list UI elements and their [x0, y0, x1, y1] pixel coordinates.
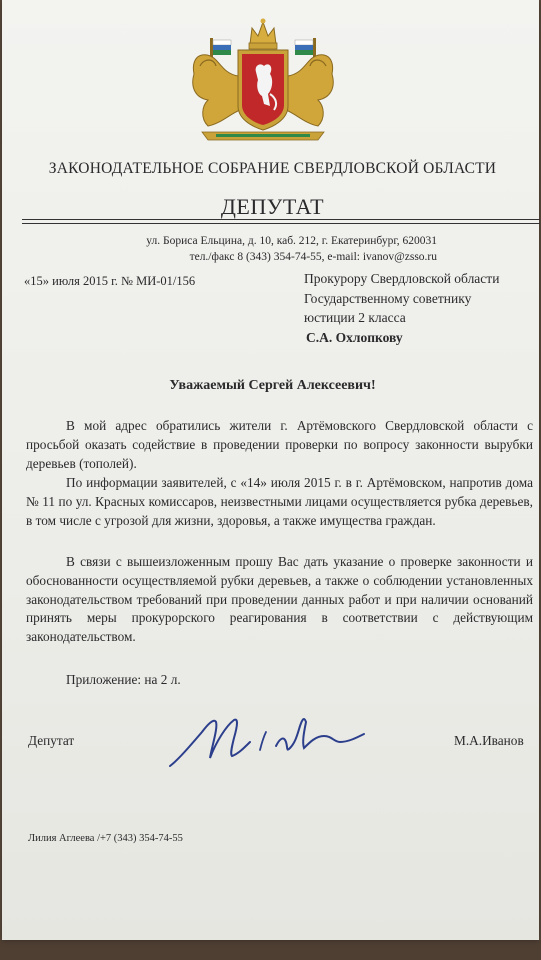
reference-number: «15» июля 2015 г. № МИ-01/156	[24, 274, 196, 288]
body-paragraph-3: В связи с вышеизложенным прошу Вас дать указание о проверке законности и обоснованности осуществляемой рубки деревьев, а также о соблюдении установленных законодательством требований при проведении данных работ и при наличии оснований принять меры прокурорского реагирования в соответствии с действующим законодательством.	[26, 554, 533, 645]
letterhead-address-block	[122, 233, 437, 265]
recipient-line-2: Государственному советнику	[304, 290, 472, 306]
letterhead-contacts: тел./факс 8 (343) 354-74-55, e-mail: ivanov@zsso.ru	[189, 251, 437, 263]
letterhead-address: ул. Бориса Ельцина, д. 10, каб. 212, г. Екатеринбург, 620031	[146, 235, 437, 247]
salutation: Уважаемый Сергей Алексеевич!	[169, 378, 376, 393]
signatory-name: М.А.Иванов	[454, 733, 524, 748]
organization-name: ЗАКОНОДАТЕЛЬНОЕ СОБРАНИЕ СВЕРДЛОВСКОЙ ОБЛАСТИ	[48, 160, 497, 177]
signatory-position: Депутат	[28, 733, 75, 748]
handwritten-signature-icon	[164, 702, 374, 774]
letter-page	[2, 0, 539, 940]
attachment-note: Приложение: на 2 л.	[66, 672, 181, 687]
recipient-block	[304, 269, 499, 328]
body-paragraph-1: В мой адрес обратились жители г. Артёмовского Свердловской области с просьбой оказать содействие в проведении проверки по вопросу законности вырубки деревьев (тополей).	[26, 418, 533, 471]
recipient-line-3: юстиции 2 класса	[304, 310, 406, 325]
desk-background	[0, 940, 541, 960]
recipient-line-1: Прокурору Свердловской области	[304, 271, 500, 286]
recipient-name: С.А. Охлопкову	[306, 330, 403, 345]
letterhead-divider-thin	[22, 223, 540, 224]
sverdlovsk-coat-of-arms-icon	[186, 14, 340, 144]
body-paragraph-2: По информации заявителей, с «14» июля 2015 г. в г. Артёмовском, напротив дома № 11 по ул. Красных комиссаров, неизвестными лицами осуществляется рубка деревьев, в том числе с угрозой для жизни, здоровья, а также имущества граждан.	[26, 475, 533, 528]
letterhead-divider	[22, 219, 540, 220]
executor-footer: Лилия Аглеева /+7 (343) 354-74-55	[28, 833, 183, 844]
letterhead-title: ДЕПУТАТ	[220, 194, 325, 219]
